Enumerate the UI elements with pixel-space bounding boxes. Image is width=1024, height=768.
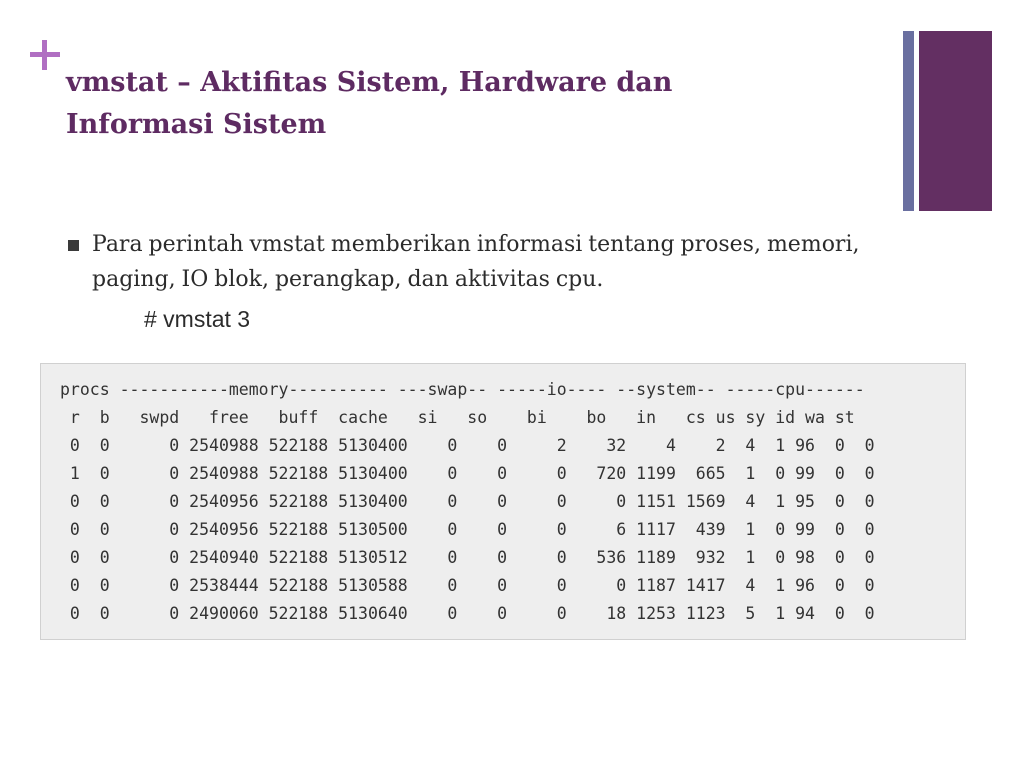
terminal-output [40, 363, 966, 640]
bullet-square-icon [68, 240, 79, 251]
command-text: # vmstat 3 [144, 306, 251, 332]
decorative-bar-thick [919, 31, 992, 211]
terminal-row: 0 0 0 2540940 522188 5130512 0 0 0 536 1189 932 1 0 98 0 0 [60, 548, 875, 567]
terminal-row: 0 0 0 2540956 522188 5130500 0 0 0 6 1117 439 1 0 99 0 0 [60, 520, 875, 539]
slide-title: vmstat – Aktifitas Sistem, Hardware dan Informasi Sistem [66, 67, 673, 140]
bullet-text: Para perintah vmstat memberikan informasi tentang proses, memori, paging, IO blok, perangkap, dan aktivitas cpu. [92, 232, 860, 292]
terminal-group-header: procs -----------memory---------- ---swap-- -----io---- --system-- -----cpu------ [60, 380, 865, 399]
terminal-column-header: r b swpd free buff cache si so bi bo in cs us sy id wa st [60, 408, 855, 427]
plus-icon [27, 38, 63, 74]
terminal-row: 1 0 0 2540988 522188 5130400 0 0 0 720 1199 665 1 0 99 0 0 [60, 464, 875, 483]
terminal-row: 0 0 0 2490060 522188 5130640 0 0 0 18 1253 1123 5 1 94 0 0 [60, 604, 875, 623]
terminal-row: 0 0 0 2538444 522188 5130588 0 0 0 0 1187 1417 4 1 96 0 0 [60, 576, 875, 595]
decorative-bar-thin [903, 31, 914, 211]
bullet-item [68, 227, 888, 297]
terminal-row: 0 0 0 2540988 522188 5130400 0 0 2 32 4 2 4 1 96 0 0 [60, 436, 875, 455]
terminal-row: 0 0 0 2540956 522188 5130400 0 0 0 0 1151 1569 4 1 95 0 0 [60, 492, 875, 511]
